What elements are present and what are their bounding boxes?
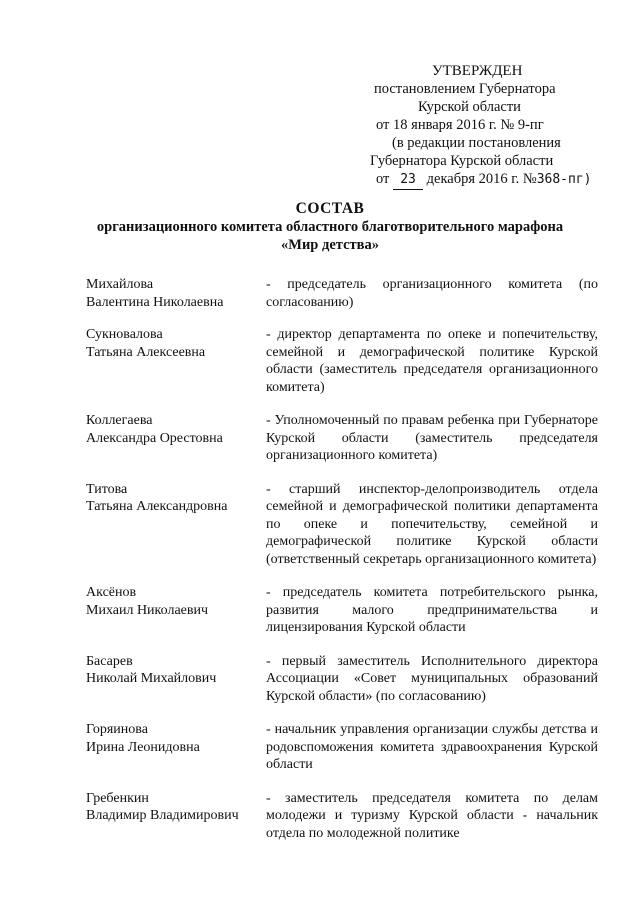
member-name [86,481,266,516]
member-given-names: Татьяна Алексеевна [86,344,206,360]
revision-number: 368-пг) [536,172,592,187]
approval-line-date: от 18 января 2016 г. № 9-пг [376,117,544,133]
member-name [86,653,266,688]
document-subtitle-line-2: «Мир детства» [281,237,379,253]
member-name [86,721,266,756]
approval-line-revision: (в редакции постановления [392,135,561,151]
member-surname: Коллегаева [86,413,153,428]
member-name [86,584,266,619]
document-subtitle-line-1: организационного комитета областного благотворительного марафона [96,219,564,235]
member-given-names: Александра Орестовна [86,430,223,446]
approval-line-region: Курской области [418,99,521,115]
member-given-names: Михаил Николаевич [86,602,209,618]
member-name [86,412,266,447]
member-row [86,653,598,706]
member-row [86,481,598,569]
member-surname: Гребенкин [86,790,149,806]
member-surname: Сукновалова [86,327,163,342]
revision-date-month-year: декабря 2016 г. № [426,171,537,187]
approval-line-revision-date [366,170,616,190]
member-surname: Горяинова [86,722,148,737]
committee-members-list [86,276,598,842]
member-row [86,412,598,465]
member-row [86,584,598,637]
document-title: СОСТАВ [295,200,365,217]
approval-heading: УТВЕРЖДЕН [432,63,523,79]
revision-date-prefix: от [376,171,390,187]
member-row [86,326,598,396]
member-row [86,276,598,311]
member-role: - заместитель председателя комитета по делам молодежи и туризму Курской области - начальник отдела по молодежной политике [266,790,598,841]
member-surname: Титова [86,481,128,497]
member-role: - начальник управления организации службы детства и родовспоможения комитета здравоохранения Курской области [266,722,598,772]
member-name [86,790,266,825]
approval-line-decree: постановлением Губернатора [374,81,556,97]
member-name [86,326,266,361]
member-given-names: Валентина Николаевна [86,294,224,310]
revision-day: 23 [393,171,423,190]
approval-stamp-block [366,62,616,190]
member-role: - Уполномоченный по правам ребенка при Губернаторе Курской области (заместитель председателя организационного комитета) [266,413,598,463]
member-role: - первый заместитель Исполнительного директора Ассоциации «Совет муниципальных образований Курской области» (по согласованию) [266,653,598,704]
member-surname: Басарев [86,653,133,669]
member-given-names: Ирина Леонидовна [86,739,200,755]
member-row [86,721,598,774]
member-role: - старший инспектор-делопроизводитель отдела семейной и демографической политики департамента по опеке и попечительству, семейной и демографической политике Курской области (ответственный секретарь организационного комитета) [266,481,598,567]
member-row [86,790,598,843]
member-surname: Михайлова [86,277,154,292]
approval-line-governor: Губернатора Курской области [370,153,554,169]
member-role: - директор департамента по опеке и попечительству, семейной и демографической политике Курской области (заместитель председателя организационного комитета) [266,327,598,395]
member-given-names: Владимир Владимирович [86,808,239,823]
member-name [86,276,266,311]
member-surname: Аксёнов [86,585,137,600]
member-given-names: Николай Михайлович [86,671,217,686]
member-role: - председатель комитета потребительского рынка, развития малого предпринимательства и лицензирования Курской области [266,585,598,635]
member-given-names: Татьяна Александровна [86,499,228,514]
document-heading [60,200,600,254]
member-role: - председатель организационного комитета (по согласованию) [266,277,598,310]
